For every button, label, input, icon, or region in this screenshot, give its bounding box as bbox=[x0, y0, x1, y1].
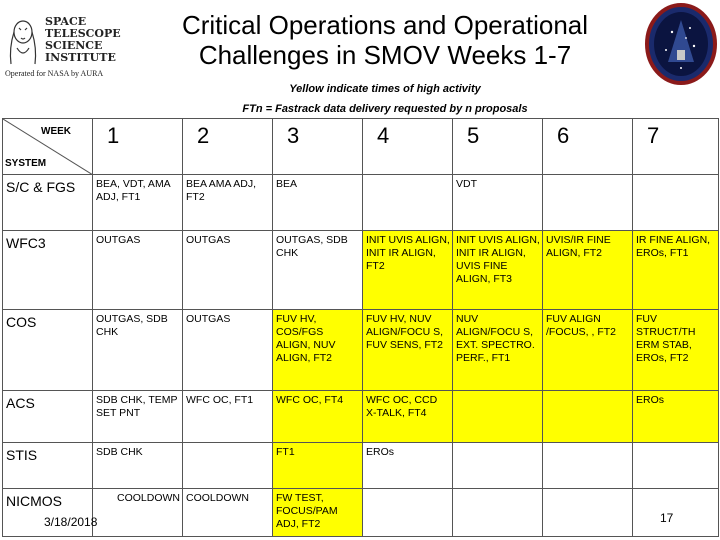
system-label: SYSTEM bbox=[5, 158, 47, 169]
week-header: 2 bbox=[183, 119, 273, 175]
table-cell: OUTGAS, SDB CHK bbox=[273, 231, 363, 310]
table-cell-highlighted: EROs bbox=[633, 391, 719, 443]
table-cell: COOLDOWN bbox=[183, 489, 273, 537]
table-cell: EROs bbox=[363, 443, 453, 489]
table-cell: BEA bbox=[273, 175, 363, 231]
table-cell bbox=[633, 443, 719, 489]
table-cell-highlighted: FW TEST, FOCUS/PAM ADJ, FT2 bbox=[273, 489, 363, 537]
slide-title bbox=[130, 10, 640, 70]
table-cell bbox=[633, 489, 719, 537]
table-cell-highlighted: UVIS/IR FINE ALIGN, FT2 bbox=[543, 231, 633, 310]
system-cell: ACS bbox=[3, 391, 93, 443]
corner-cell bbox=[3, 119, 93, 175]
week-header: 3 bbox=[273, 119, 363, 175]
week-label: WEEK bbox=[41, 126, 71, 137]
table-row bbox=[3, 391, 719, 443]
schedule-table bbox=[2, 118, 719, 537]
system-cell: WFC3 bbox=[3, 231, 93, 310]
system-cell: STIS bbox=[3, 443, 93, 489]
table-cell: OUTGAS, SDB CHK bbox=[93, 310, 183, 391]
week-header: 5 bbox=[453, 119, 543, 175]
page-number: 17 bbox=[660, 511, 674, 525]
system-cell: NICMOS bbox=[3, 489, 93, 537]
table-cell-highlighted: FT1 bbox=[273, 443, 363, 489]
table-row bbox=[3, 231, 719, 310]
table-row bbox=[3, 175, 719, 231]
table-cell: OUTGAS bbox=[183, 231, 273, 310]
title-line-2: Challenges in SMOV Weeks 1-7 bbox=[198, 40, 572, 70]
table-cell bbox=[183, 443, 273, 489]
table-cell bbox=[363, 175, 453, 231]
table-cell: BEA, VDT, AMA ADJ, FT1 bbox=[93, 175, 183, 231]
title-line-1: Critical Operations and Operational bbox=[181, 10, 589, 40]
table-cell bbox=[453, 489, 543, 537]
table-cell bbox=[543, 489, 633, 537]
table-cell bbox=[543, 175, 633, 231]
logo-tagline: Operated for NASA by AURA bbox=[5, 69, 104, 78]
logo-line-4: INSTITUTE bbox=[45, 51, 116, 64]
stsci-logo bbox=[3, 8, 121, 80]
week-header: 6 bbox=[543, 119, 633, 175]
fastrack-legend: FTn = Fastrack data delivery requested by n proposals bbox=[242, 103, 528, 115]
table-cell: OUTGAS bbox=[93, 231, 183, 310]
header-row bbox=[3, 119, 719, 175]
table-cell-highlighted: FUV ALIGN /FOCUS, , FT2 bbox=[543, 310, 633, 391]
table-cell: OUTGAS bbox=[183, 310, 273, 391]
mission-patch-logo bbox=[644, 2, 718, 86]
table-cell: WFC OC, FT1 bbox=[183, 391, 273, 443]
table-cell-highlighted bbox=[453, 391, 543, 443]
logo-line-1: SPACE bbox=[45, 15, 87, 28]
table-cell: VDT bbox=[453, 175, 543, 231]
logo-line-2: TELESCOPE bbox=[45, 27, 121, 40]
table-cell-highlighted: FUV STRUCT/TH ERM STAB, EROs, FT2 bbox=[633, 310, 719, 391]
table-cell-highlighted: FUV HV, COS/FGS ALIGN, NUV ALIGN, FT2 bbox=[273, 310, 363, 391]
system-cell: S/C & FGS bbox=[3, 175, 93, 231]
table-cell bbox=[453, 443, 543, 489]
table-cell: SDB CHK, TEMP SET PNT bbox=[93, 391, 183, 443]
week-header: 4 bbox=[363, 119, 453, 175]
table-cell-highlighted: WFC OC, CCD X-TALK, FT4 bbox=[363, 391, 453, 443]
slide-date: 3/18/2018 bbox=[44, 515, 98, 529]
table-cell: COOLDOWN bbox=[93, 489, 183, 537]
table-cell-highlighted: INIT UVIS ALIGN, INIT IR ALIGN, FT2 bbox=[363, 231, 453, 310]
table-cell-highlighted: IR FINE ALIGN, EROs, FT1 bbox=[633, 231, 719, 310]
table-cell: SDB CHK bbox=[93, 443, 183, 489]
table-row bbox=[3, 489, 719, 537]
table-cell-highlighted bbox=[543, 391, 633, 443]
system-cell: COS bbox=[3, 310, 93, 391]
table-cell-highlighted: WFC OC, FT4 bbox=[273, 391, 363, 443]
week-header: 1 bbox=[93, 119, 183, 175]
table-row bbox=[3, 443, 719, 489]
table-cell bbox=[543, 443, 633, 489]
highlight-legend: Yellow indicate times of high activity bbox=[289, 83, 481, 95]
table-row bbox=[3, 310, 719, 391]
table-cell-highlighted: INIT UVIS ALIGN, INIT IR ALIGN, UVIS FINE ALIGN, FT3 bbox=[453, 231, 543, 310]
astronomer-figure-icon bbox=[10, 21, 35, 64]
table-cell: BEA AMA ADJ, FT2 bbox=[183, 175, 273, 231]
week-header: 7 bbox=[633, 119, 719, 175]
table-cell bbox=[633, 175, 719, 231]
table-cell bbox=[363, 489, 453, 537]
table-cell-highlighted: NUV ALIGN/FOCU S, EXT. SPECTRO. PERF., FT1 bbox=[453, 310, 543, 391]
table-cell-highlighted: FUV HV, NUV ALIGN/FOCU S, FUV SENS, FT2 bbox=[363, 310, 453, 391]
logo-line-3: SCIENCE bbox=[45, 39, 103, 52]
